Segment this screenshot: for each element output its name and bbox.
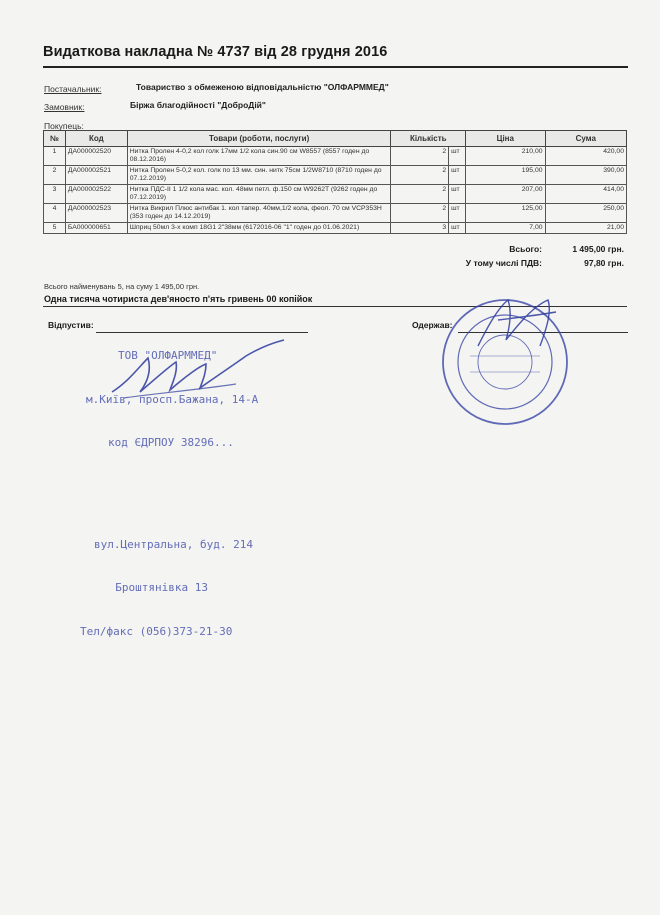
row-code: БА000000651 [65, 223, 127, 234]
row-quantity: 2 [391, 166, 449, 185]
row-unit: шт [449, 166, 466, 185]
row-quantity: 2 [391, 147, 449, 166]
row-code: ДА000002520 [65, 147, 127, 166]
vat-label: У тому числі ПДВ: [465, 258, 542, 268]
row-quantity: 2 [391, 204, 449, 223]
total-label: Всього: [509, 244, 542, 254]
row-quantity: 2 [391, 185, 449, 204]
row-goods: Нитка Викрил Плюс антибак 1. кол тапер. 40мм,1/2 кола, феол. 70 см VCP353H (353 годен до 14.12.2019) [127, 204, 391, 223]
total-value: 1 495,00 грн. [572, 244, 624, 254]
row-price: 210,00 [466, 147, 545, 166]
stamp-line: код ЄДРПОУ 38296... [108, 436, 234, 449]
header-sum: Сума [545, 131, 626, 147]
row-goods: Нитка Пролен 5-0,2 кол. голк по 13 мм. син. нитк 75см 1/2W8710 (8710 годен до 07.12.2019) [127, 166, 391, 185]
header-code: Код [65, 131, 127, 147]
header-price: Ціна [466, 131, 545, 147]
row-sum: 250,00 [545, 204, 626, 223]
header-quantity: Кількість [391, 131, 466, 147]
supplier-signature-mark [112, 340, 284, 392]
row-sum: 21,00 [545, 223, 626, 234]
row-unit: шт [449, 223, 466, 234]
released-by-label: Відпустив: [48, 320, 94, 330]
row-unit: шт [449, 204, 466, 223]
row-sum: 420,00 [545, 147, 626, 166]
row-number: 3 [44, 185, 66, 204]
row-number: 4 [44, 204, 66, 223]
row-code: ДА000002522 [65, 185, 127, 204]
stamp-line: Броштянівка 13 [102, 581, 208, 594]
row-unit: шт [449, 185, 466, 204]
row-goods: Нитка ПДС-ІІ 1 1/2 кола мас. кол. 48мм петл. ф.150 см W9262T (9262 годен до 07.12.2019) [127, 185, 391, 204]
header-goods: Товари (роботи, послуги) [127, 131, 391, 147]
vat-value: 97,80 грн. [584, 258, 624, 268]
row-goods: Нитка Пролен 4-0,2 кол голк 17мм 1/2 кола син.90 см W8557 (8557 годен до 08.12.2016) [127, 147, 391, 166]
stamp-line: вул.Центральна, буд. 214 [94, 537, 253, 551]
stamp-line: Тел/факс (056)373-21-30 [80, 624, 233, 638]
row-quantity: 3 [391, 223, 449, 234]
received-by-label: Одержав: [412, 320, 453, 330]
customer-label: Замовник: [44, 102, 85, 112]
supplier-value: Товариство з обмеженою відповідальністю "ОЛФАРММЕД" [136, 82, 389, 92]
amount-in-words: Одна тисяча чотириста дев'яносто п'ять гривень 00 копійок [44, 294, 313, 304]
row-price: 125,00 [466, 204, 545, 223]
items-count-line: Всього найменувань 5, на суму 1 495,00 грн. [44, 282, 200, 291]
row-sum: 390,00 [545, 166, 626, 185]
row-number: 1 [44, 147, 66, 166]
customer-value: Біржа благодійності "ДоброДій" [130, 100, 266, 110]
row-number: 2 [44, 166, 66, 185]
row-price: 7,00 [466, 223, 545, 234]
row-price: 195,00 [466, 166, 545, 185]
stamp-line: м.Київ, просп.Бажана, 14-А [86, 392, 259, 406]
row-goods: Шприц 50мл 3-х комп 18G1 2"38мм (6172016-06 "1" годен до 01.06.2021) [127, 223, 391, 234]
stamp-line: ТОВ "ОЛФАРММЕД" [118, 349, 218, 362]
row-unit: шт [449, 147, 466, 166]
document-title: Видаткова накладна № 4737 від 28 грудня 2016 [43, 44, 388, 60]
buyer-label: Покупець: [44, 121, 84, 131]
row-sum: 414,00 [545, 185, 626, 204]
header-number: № [44, 131, 66, 147]
row-code: ДА000002521 [65, 166, 127, 185]
row-price: 207,00 [466, 185, 545, 204]
row-number: 5 [44, 223, 66, 234]
row-code: ДА000002523 [65, 204, 127, 223]
supplier-label: Постачальник: [44, 84, 102, 94]
recipient-signature-mark [478, 300, 556, 346]
